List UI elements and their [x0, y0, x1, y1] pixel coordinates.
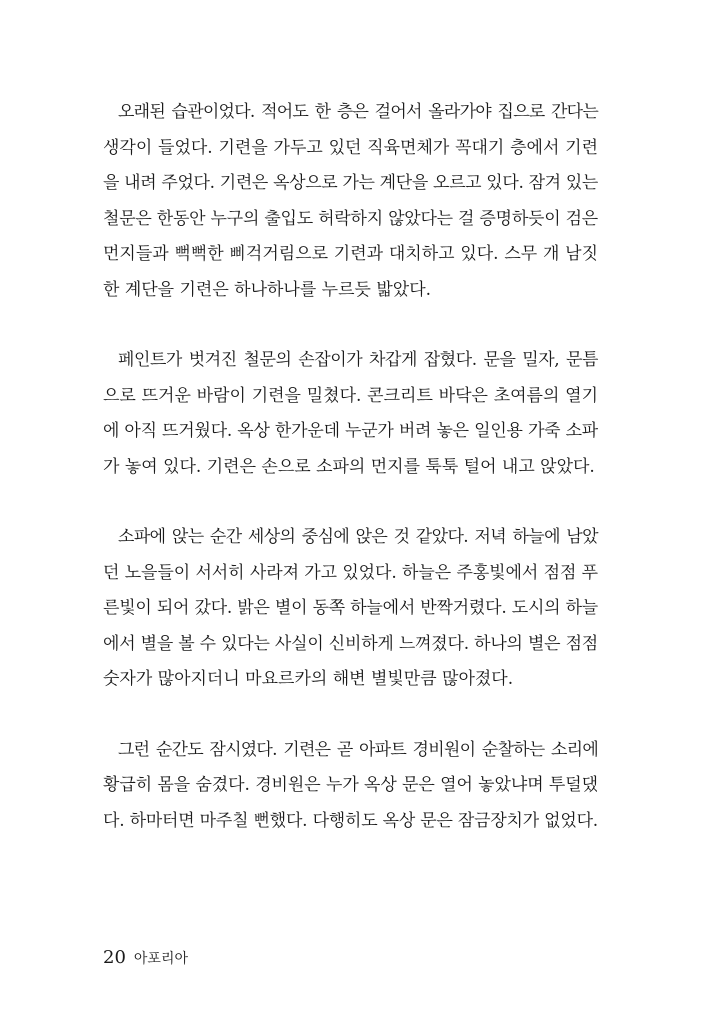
text-line: 먼지들과 뻑뻑한 삐걱거림으로 기련과 대치하고 있다. 스무 개 남짓 — [103, 244, 598, 264]
paragraph-3 — [103, 520, 598, 698]
text-line: 소파에 앉는 순간 세상의 중심에 앉은 것 같았다. 저녁 하늘에 남았 — [118, 527, 598, 547]
text-line: 른빛이 되어 갔다. 밝은 별이 동쪽 하늘에서 반짝거렸다. 도시의 하늘 — [103, 598, 599, 618]
body-text — [103, 95, 598, 874]
text-line: 오래된 습관이었다. 적어도 한 층은 걸어서 올라가야 집으로 간다는 — [118, 102, 598, 122]
text-line: 에서 별을 볼 수 있다는 사실이 신비하게 느껴졌다. 하나의 별은 점점 — [103, 633, 599, 654]
text-line: 에 아직 뜨거웠다. 옥상 한가운데 누군가 버려 놓은 일인용 가죽 소파 — [103, 421, 599, 441]
text-line: 숫자가 많아지더니 마요르카의 해변 별빛만큼 많아졌다. — [103, 669, 514, 689]
text-line: 황급히 몸을 숨겼다. 경비원은 누가 옥상 문은 열어 놓았냐며 투덜댔 — [103, 775, 598, 795]
text-line: 그런 순간도 잠시였다. 기련은 곧 아파트 경비원이 순찰하는 소리에 — [118, 739, 598, 760]
text-line: 한 계단을 기련은 하나하나를 누르듯 밟았다. — [103, 279, 432, 300]
page-footer — [103, 947, 188, 968]
page-number: 20 — [103, 947, 126, 968]
text-line: 다. 하마터면 마주칠 뻔했다. 다행히도 옥상 문은 잠금장치가 없었다. — [103, 810, 599, 831]
text-line: 생각이 들었다. 기련을 가두고 있던 직육면체가 꼭대기 층에서 기련 — [103, 137, 598, 158]
text-line: 가 놓여 있다. 기련은 손으로 소파의 먼지를 툭툭 털어 내고 앉았다. — [103, 456, 595, 477]
text-line: 철문은 한동안 누구의 출입도 허락하지 않았다는 걸 증명하듯이 검은 — [103, 208, 598, 229]
paragraph-4 — [103, 733, 598, 840]
paragraph-2 — [103, 343, 598, 485]
text-line: 던 노을들이 서서히 사라져 가고 있었다. 하늘은 주홍빛에서 점점 푸 — [103, 562, 598, 583]
paragraph-1 — [103, 95, 598, 308]
text-line: 으로 뜨거운 바람이 기련을 밀쳤다. 콘크리트 바닥은 초여름의 열기 — [103, 385, 598, 406]
running-title: 아포리아 — [133, 951, 189, 967]
text-line: 페인트가 벗겨진 철문의 손잡이가 차갑게 잡혔다. 문을 밀자, 문틈 — [118, 350, 598, 370]
text-line: 을 내려 주었다. 기련은 옥상으로 가는 계단을 오르고 있다. 잠겨 있는 — [103, 173, 598, 193]
